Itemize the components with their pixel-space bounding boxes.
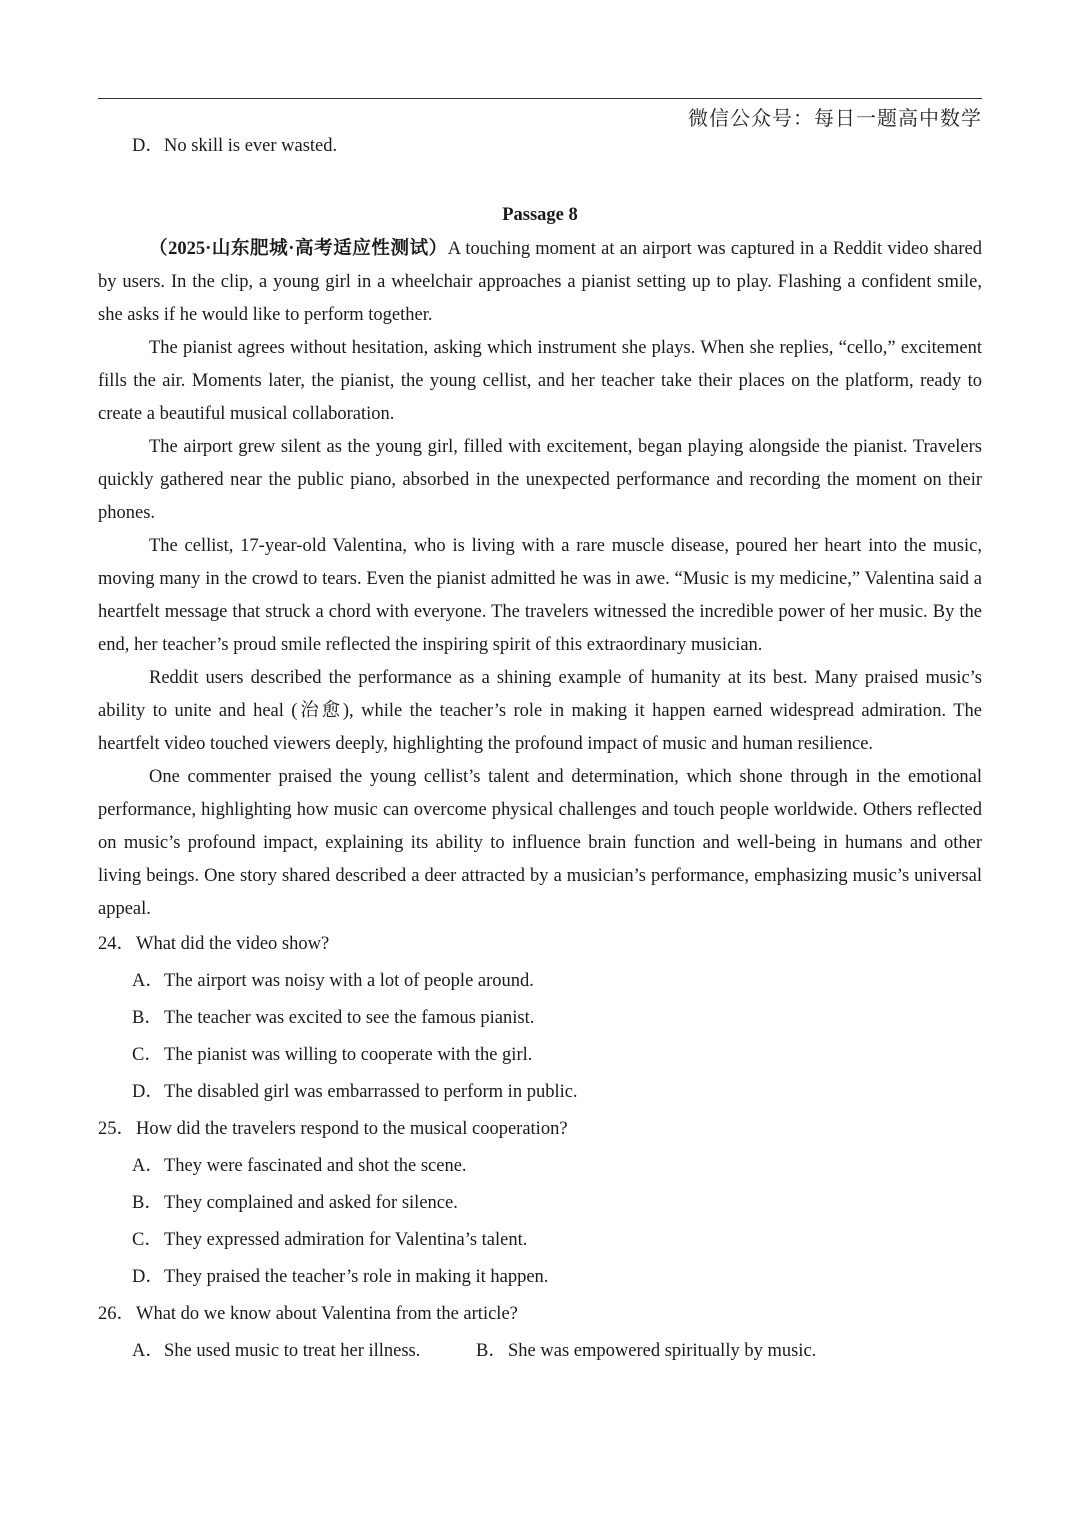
option-text: They complained and asked for silence.	[164, 1193, 458, 1213]
question-text: How did the travelers respond to the musical cooperation?	[136, 1119, 568, 1139]
question-number: 26．	[98, 1304, 136, 1324]
passage-paragraph-2: The pianist agrees without hesitation, asking which instrument she plays. When she replies, “cello,” excitement fills the air. Moments later, the pianist, the young cellist, and her teacher take their places on the platform, ready to create a beautiful musical collaboration.	[98, 338, 982, 424]
question-24-option-b[interactable]	[98, 1000, 982, 1037]
question-25-option-a[interactable]	[98, 1148, 982, 1185]
page-content	[98, 128, 982, 1370]
question-number: 25．	[98, 1119, 136, 1139]
option-letter: A．	[132, 971, 164, 991]
option-text: No skill is ever wasted.	[164, 136, 338, 156]
question-number: 24．	[98, 934, 136, 954]
question-26-options-row	[98, 1333, 982, 1370]
option-text: The teacher was excited to see the famous pianist.	[164, 1008, 535, 1028]
passage-paragraph-4: The cellist, 17-year-old Valentina, who is living with a rare muscle disease, poured her heart into the music, moving many in the crowd to tears. Even the pianist admitted he was in awe. “Music is my medicine,” Valentina said a heartfelt message that struck a chord with everyone. The travelers witnessed the incredible power of her music. By the end, her teacher’s proud smile reflected the inspiring spirit of this extraordinary musician.	[98, 536, 982, 655]
passage-paragraph-1	[98, 233, 982, 332]
option-text: They were fascinated and shot the scene.	[164, 1156, 467, 1176]
passage-source: （2025·山东肥城·高考适应性测试）	[149, 239, 448, 259]
question-25-option-c[interactable]	[98, 1222, 982, 1259]
question-25-option-d[interactable]	[98, 1259, 982, 1296]
question-text: What did the video show?	[136, 934, 330, 954]
option-text: The pianist was willing to cooperate with the girl.	[164, 1045, 533, 1065]
paragraph-text: A touching moment at an airport was captured in a Reddit video shared by users. In the clip, a young girl in a wheelchair approaches a pianist setting up to play. Flashing a confident smile, she asks if he would like to perform together.	[98, 239, 983, 325]
question-26-option-a[interactable]	[132, 1333, 476, 1370]
option-text: The airport was noisy with a lot of people around.	[164, 971, 534, 991]
question-24-option-a[interactable]	[98, 963, 982, 1000]
option-text: They praised the teacher’s role in making it happen.	[164, 1267, 549, 1287]
previous-question-option-d	[98, 128, 982, 165]
option-letter: D．	[132, 1082, 164, 1102]
option-letter: D．	[132, 136, 164, 156]
question-25	[98, 1111, 982, 1148]
passage-paragraph-5: Reddit users described the performance as a shining example of humanity at its best. Many praised music’s ability to unite and heal (治愈), while the teacher’s role in making it happen earned widespread admiration. The heartfelt video touched viewers deeply, highlighting the profound impact of music and human resilience.	[98, 668, 982, 754]
question-26	[98, 1296, 982, 1333]
question-25-option-b[interactable]	[98, 1185, 982, 1222]
option-letter: D．	[132, 1267, 164, 1287]
option-letter: A．	[132, 1341, 164, 1361]
option-letter: C．	[132, 1230, 163, 1250]
header-label: 微信公众号：每日一题高中数学	[688, 106, 982, 130]
passage-paragraph-6: One commenter praised the young cellist’s talent and determination, which shone through in the emotional performance, highlighting how music can overcome physical challenges and touch people worldwide. Others reflected on music’s profound impact, explaining its ability to influence brain function and well-being in humans and other living beings. One story shared described a deer attracted by a musician’s performance, emphasizing music’s universal appeal.	[98, 767, 982, 919]
question-24-option-c[interactable]	[98, 1037, 982, 1074]
passage-title: Passage 8	[502, 205, 578, 225]
option-letter: B．	[132, 1008, 163, 1028]
option-text: She used music to treat her illness.	[164, 1341, 421, 1361]
option-letter: B．	[132, 1193, 163, 1213]
option-text: She was empowered spiritually by music.	[508, 1341, 817, 1361]
question-text: What do we know about Valentina from the article?	[136, 1304, 518, 1324]
option-letter: B．	[476, 1341, 507, 1361]
option-text: They expressed admiration for Valentina’s talent.	[164, 1230, 528, 1250]
option-letter: A．	[132, 1156, 164, 1176]
option-text: The disabled girl was embarrassed to perform in public.	[164, 1082, 578, 1102]
option-letter: C．	[132, 1045, 163, 1065]
header-rule	[98, 98, 982, 99]
passage-paragraph-3: The airport grew silent as the young girl, filled with excitement, began playing alongside the pianist. Travelers quickly gathered near the public piano, absorbed in the unexpected performance and recording the moment on their phones.	[98, 437, 982, 523]
question-24-option-d[interactable]	[98, 1074, 982, 1111]
question-24	[98, 926, 982, 963]
question-26-option-b[interactable]	[476, 1333, 820, 1370]
